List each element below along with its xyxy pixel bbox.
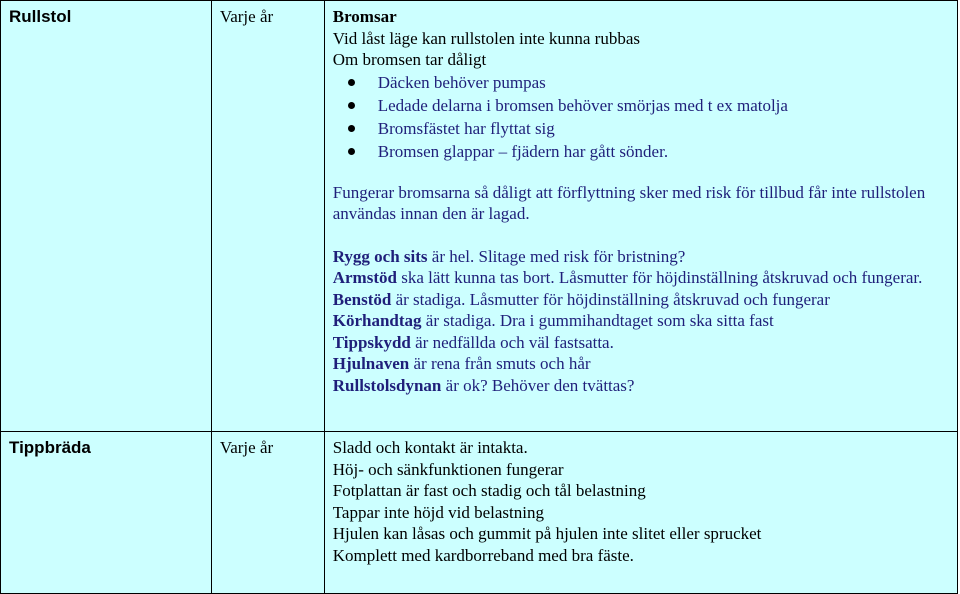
check-line: Rullstolsdynan är ok? Behöver den tvättas?	[332, 375, 635, 395]
brake-causes-list	[333, 71, 951, 164]
check-line: Hjulen kan låsas och gummit på hjulen inte slitet eller sprucket	[332, 524, 762, 543]
check-line: Fotplattan är fast och stadig och tål belastning	[332, 481, 646, 500]
check-description	[324, 1, 957, 432]
brakes-heading: Bromsar	[332, 7, 397, 26]
brakes-line: Om bromsen tar dåligt	[332, 50, 487, 69]
list-item: Bromsen glappar – fjädern har gått sönder.	[378, 140, 951, 163]
list-item: Bromsfästet har flyttat sig	[378, 117, 951, 140]
check-line: Sladd och kontakt är intakta.	[332, 438, 528, 457]
check-line: Rygg och sits är hel. Slitage med risk för bristning?	[332, 246, 686, 266]
check-line: Benstöd är stadiga. Låsmutter för höjdinställning åtskruvad och fungerar	[332, 289, 830, 309]
check-line: Tippskydd är nedfällda och väl fastsatta.	[332, 332, 614, 352]
item-name: Tippbräda	[1, 432, 212, 594]
check-description	[324, 432, 957, 594]
check-line: Höj- och sänkfunktionen fungerar	[332, 459, 564, 479]
item-name: Rullstol	[1, 1, 212, 432]
brakes-line: Vid låst läge kan rullstolen inte kunna rubbas	[332, 28, 641, 48]
list-item: Däcken behöver pumpas	[378, 71, 951, 94]
check-line: Hjulnaven är rena från smuts och hår	[332, 354, 591, 374]
interval: Varje år	[211, 1, 324, 432]
table-row	[1, 1, 958, 432]
check-line: Armstöd ska lätt kunna tas bort. Låsmutter för höjdinställning åtskruvad och fungerar.	[332, 268, 923, 288]
check-line: Komplett med kardborreband med bra fäste.	[332, 545, 634, 565]
brakes-warning: Fungerar bromsarna så dåligt att förflyttning sker med risk för tillbud får inte rullstolen användas innan den är lagad.	[332, 182, 926, 224]
check-line: Tappar inte höjd vid belastning	[332, 502, 544, 522]
table-row	[1, 432, 958, 594]
list-item: Ledade delarna i bromsen behöver smörjas med t ex matolja	[378, 94, 951, 117]
check-line: Körhandtag är stadiga. Dra i gummihandtaget som ska sitta fast	[332, 311, 774, 331]
interval: Varje år	[211, 432, 324, 594]
